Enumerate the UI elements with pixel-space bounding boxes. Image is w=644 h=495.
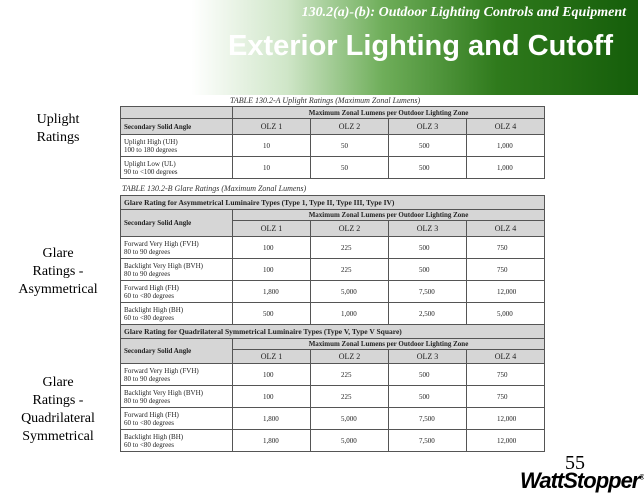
table-a-caption: TABLE 130.2-A Uplight Ratings (Maximum Zonal Lumens) — [230, 96, 421, 105]
cell: 750 — [467, 237, 545, 259]
cell: 10 — [233, 157, 311, 179]
uplight-table — [120, 106, 545, 179]
cell: 7,500 — [389, 281, 467, 303]
cell: 12,000 — [467, 408, 545, 430]
cell: 225 — [311, 237, 389, 259]
cell: 750 — [467, 259, 545, 281]
table-b-group-header: Maximum Zonal Lumens per Outdoor Lighting Zone — [233, 210, 545, 221]
table-a-zone: OLZ 4 — [467, 119, 545, 135]
cell: 500 — [389, 386, 467, 408]
cell: 225 — [311, 364, 389, 386]
cell: 1,800 — [233, 430, 311, 452]
header-banner — [0, 0, 638, 95]
slide-subtitle: 130.2(a)-(b): Outdoor Lighting Controls and Equipment — [301, 5, 626, 20]
cell: 500 — [389, 157, 467, 179]
cell: 5,000 — [311, 430, 389, 452]
cell: 12,000 — [467, 281, 545, 303]
table-b-zone: OLZ 2 — [311, 221, 389, 237]
table-row — [121, 303, 545, 325]
table-row — [121, 281, 545, 303]
table-b-zone: OLZ 4 — [467, 221, 545, 237]
cell: 1,000 — [311, 303, 389, 325]
cell: 500 — [389, 364, 467, 386]
cell: 100 — [233, 259, 311, 281]
wattstopper-logo — [520, 468, 644, 494]
table-a-group-header: Maximum Zonal Lumens per Outdoor Lighting Zone — [233, 107, 545, 119]
table-row — [121, 386, 545, 408]
glare-quadrilateral-text: Glare Ratings - Quadrilateral Symmetrical — [21, 375, 95, 444]
quad-section-title: Glare Rating for Quadrilateral Symmetrical Luminaire Types (Type V, Type V Square) — [121, 325, 545, 339]
table-a-zone: OLZ 3 — [389, 119, 467, 135]
cell: 100 — [233, 364, 311, 386]
table-a-blank — [121, 107, 233, 119]
page-number: 55 — [565, 452, 585, 474]
table-a-zone: OLZ 2 — [311, 119, 389, 135]
table-b-zone: OLZ 3 — [389, 350, 467, 364]
cell: 225 — [311, 259, 389, 281]
cell: 750 — [467, 386, 545, 408]
table-a-col-header: Secondary Solid Angle — [121, 119, 233, 135]
table-row — [121, 408, 545, 430]
slide-title: Exterior Lighting and Cutoff — [227, 30, 613, 62]
cell: 1,800 — [233, 281, 311, 303]
glare-asymmetrical-label — [2, 245, 114, 299]
cell: 50 — [311, 157, 389, 179]
cell: 100 — [233, 237, 311, 259]
cell: 100 — [233, 386, 311, 408]
table-b-zone: OLZ 2 — [311, 350, 389, 364]
cell: 2,500 — [389, 303, 467, 325]
row-label: Forward High (FH) 60 to <80 degrees — [121, 281, 233, 303]
table-row — [121, 430, 545, 452]
table-b-zone: OLZ 4 — [467, 350, 545, 364]
cell: 10 — [233, 135, 311, 157]
cell: 1,000 — [467, 135, 545, 157]
logo-registered-mark: ® — [639, 474, 644, 482]
table-row — [121, 364, 545, 386]
cell: 1,000 — [467, 157, 545, 179]
cell: 500 — [389, 237, 467, 259]
row-label: Forward Very High (FVH) 80 to 90 degrees — [121, 364, 233, 386]
glare-quadrilateral-label — [2, 374, 114, 446]
table-row — [121, 259, 545, 281]
cell: 500 — [389, 259, 467, 281]
table-b-caption: TABLE 130.2-B Glare Ratings (Maximum Zonal Lumens) — [122, 184, 307, 193]
table-row — [121, 135, 545, 157]
table-row — [121, 157, 545, 179]
table-b-zone: OLZ 1 — [233, 350, 311, 364]
row-label: Uplight High (UH) 100 to 180 degrees — [121, 135, 233, 157]
table-row — [121, 237, 545, 259]
row-label: Backlight High (BH) 60 to <80 degrees — [121, 430, 233, 452]
cell: 500 — [389, 135, 467, 157]
cell: 7,500 — [389, 430, 467, 452]
row-label: Backlight Very High (BVH) 80 to 90 degrees — [121, 386, 233, 408]
table-b-zone: OLZ 1 — [233, 221, 311, 237]
cell: 7,500 — [389, 408, 467, 430]
cell: 225 — [311, 386, 389, 408]
uplight-ratings-label — [2, 111, 114, 147]
row-label: Backlight Very High (BVH) 80 to 90 degrees — [121, 259, 233, 281]
table-b-group-header-2: Maximum Zonal Lumens per Outdoor Lighting Zone — [233, 339, 545, 350]
glare-asymmetrical-text: Glare Ratings - Asymmetrical — [18, 246, 98, 297]
cell: 5,000 — [467, 303, 545, 325]
table-b-blank-2: Secondary Solid Angle — [121, 339, 233, 364]
row-label: Forward High (FH) 60 to <80 degrees — [121, 408, 233, 430]
row-label: Backlight High (BH) 60 to <80 degrees — [121, 303, 233, 325]
table-b-zone: OLZ 3 — [389, 221, 467, 237]
glare-table — [120, 195, 545, 452]
table-b-blank: Secondary Solid Angle — [121, 210, 233, 237]
cell: 12,000 — [467, 430, 545, 452]
cell: 1,800 — [233, 408, 311, 430]
row-label: Forward Very High (FVH) 80 to 90 degrees — [121, 237, 233, 259]
table-a-zone: OLZ 1 — [233, 119, 311, 135]
cell: 5,000 — [311, 408, 389, 430]
cell: 5,000 — [311, 281, 389, 303]
cell: 750 — [467, 364, 545, 386]
asym-section-title: Glare Rating for Asymmetrical Luminaire Types (Type 1, Type II, Type III, Type IV) — [121, 196, 545, 210]
row-label: Uplight Low (UL) 90 to <100 degrees — [121, 157, 233, 179]
cell: 50 — [311, 135, 389, 157]
uplight-ratings-text: Uplight Ratings — [36, 112, 80, 145]
cell: 500 — [233, 303, 311, 325]
logo-text: WattStopper — [520, 468, 640, 493]
